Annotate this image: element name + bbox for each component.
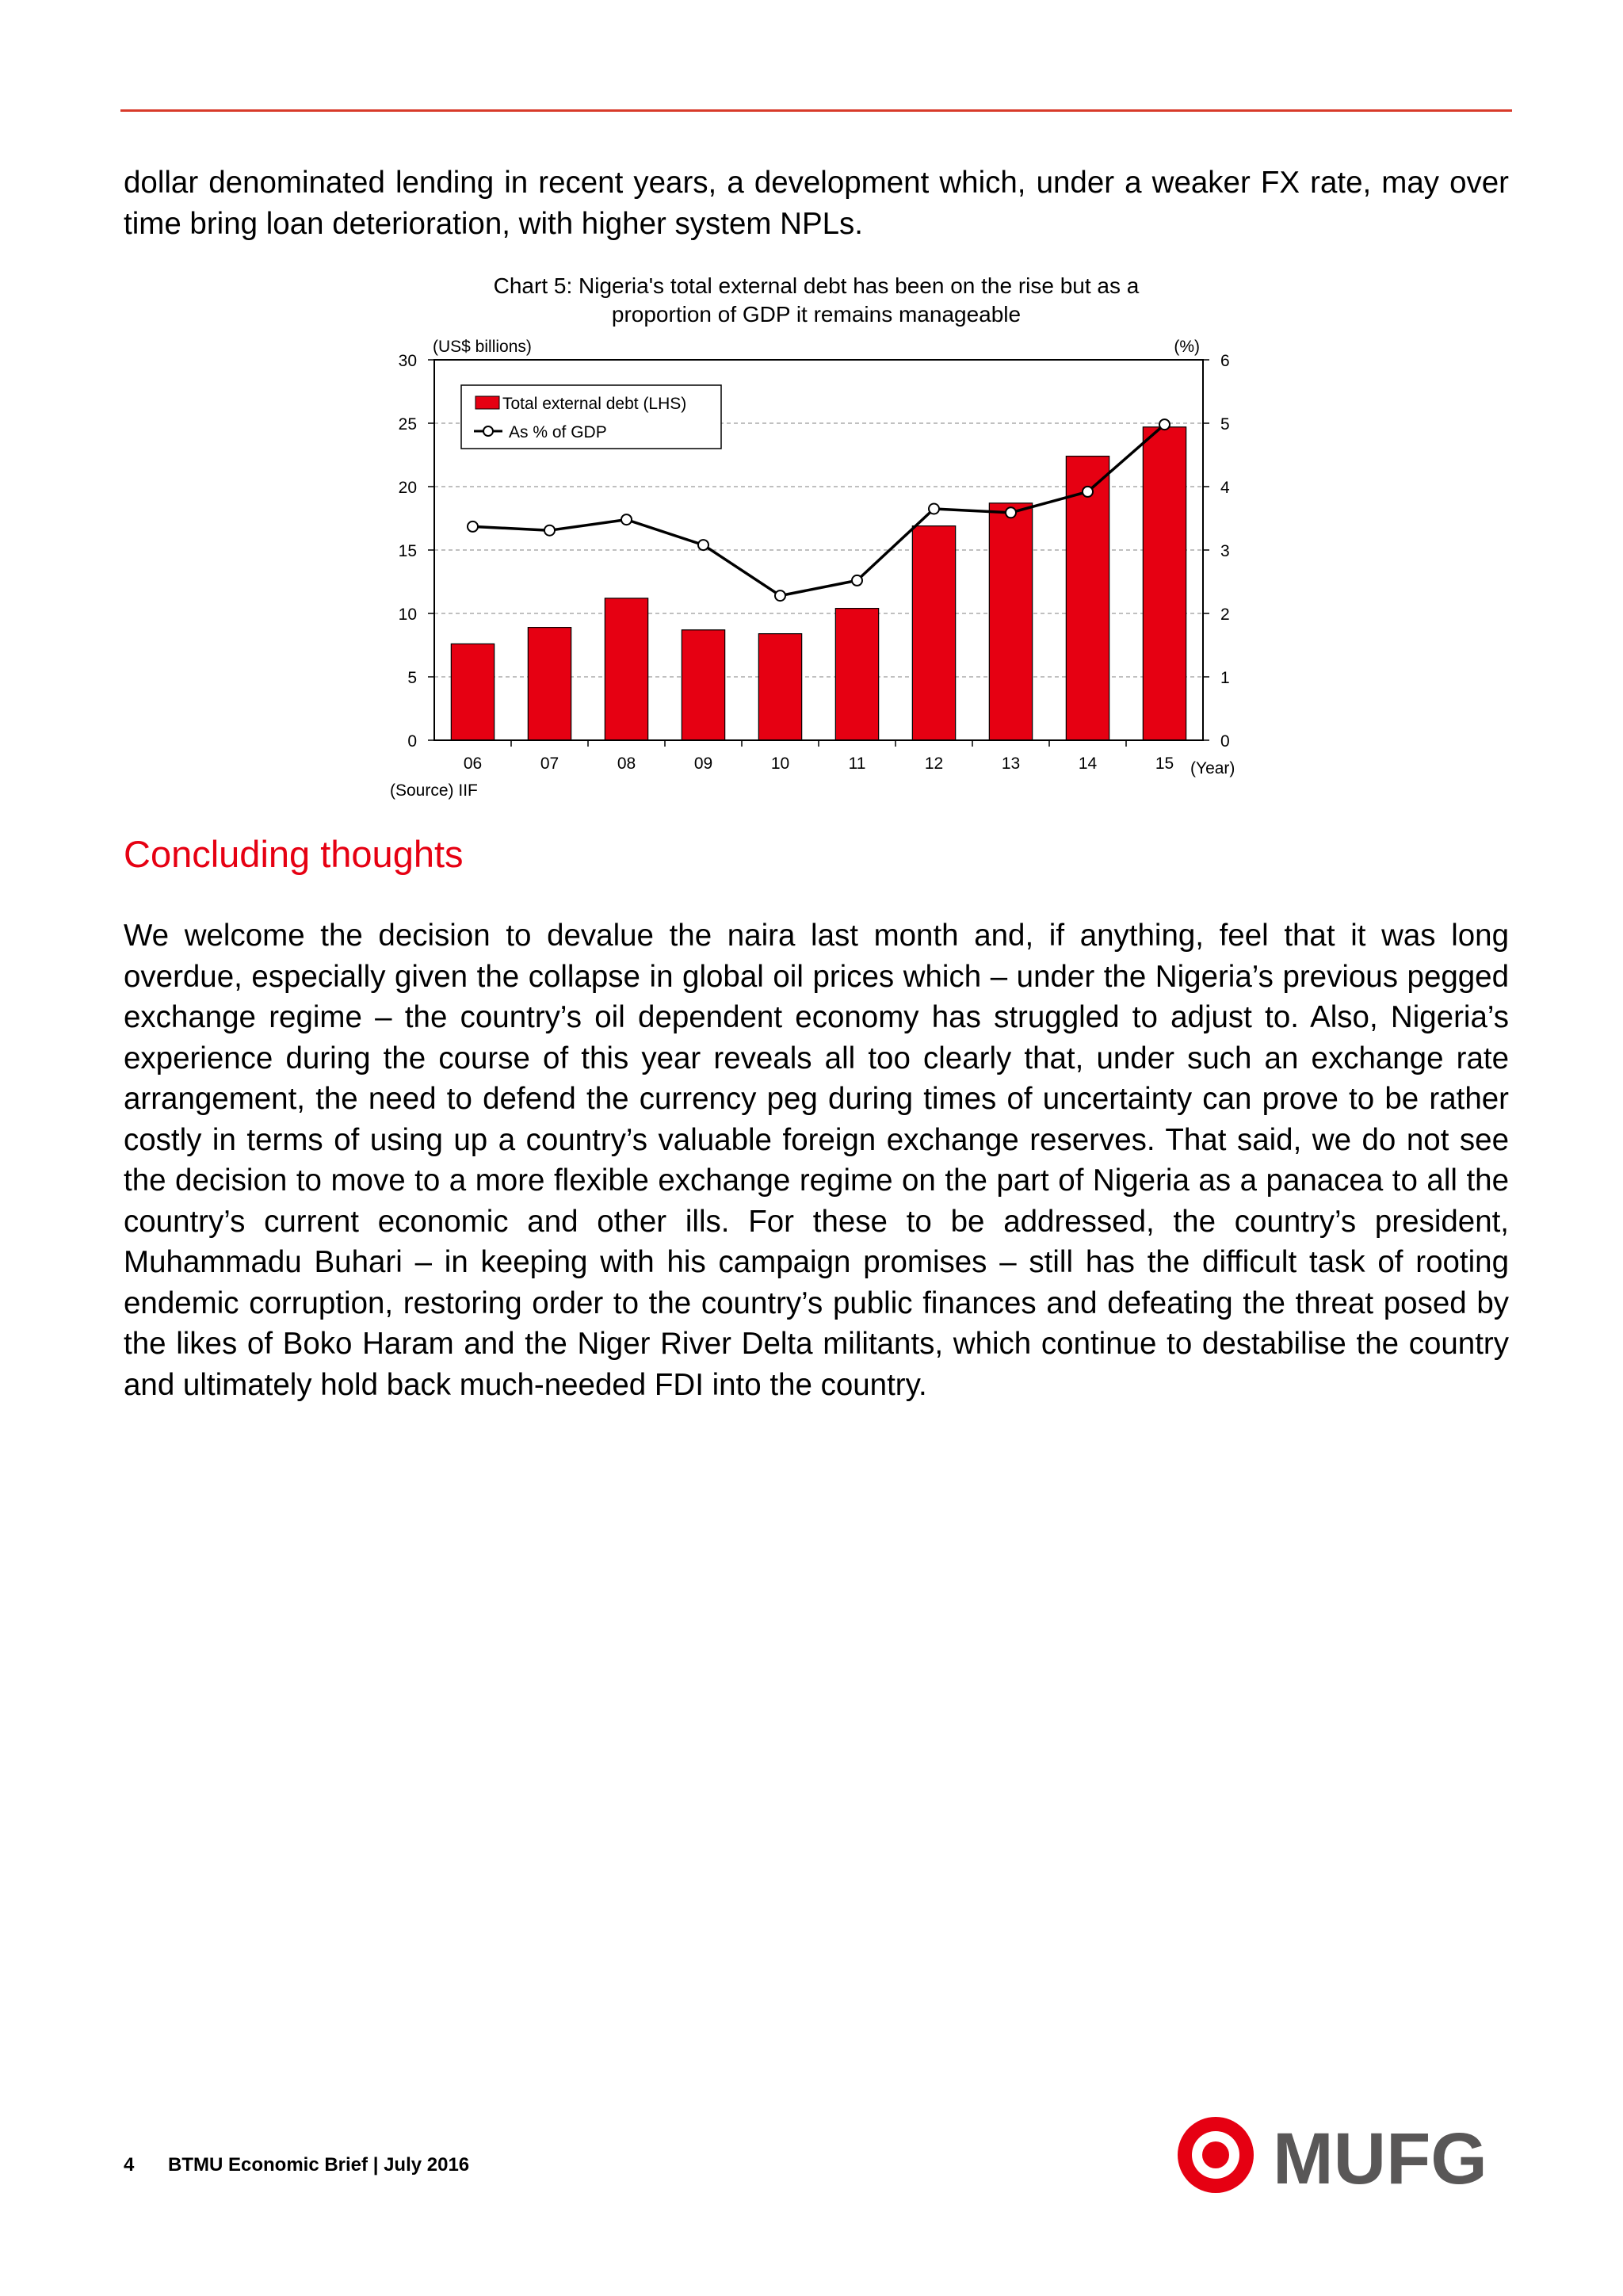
- gdp-point-14: [1083, 487, 1093, 497]
- gdp-point-07: [544, 525, 555, 536]
- chart-source: (Source) IIF: [390, 781, 478, 800]
- right-tick-label: 1: [1220, 669, 1230, 687]
- bar-11: [835, 609, 878, 740]
- left-axis-unit: (US$ billions): [433, 338, 532, 356]
- bar-10: [758, 634, 801, 740]
- left-tick-label: 10: [398, 606, 417, 624]
- intro-paragraph: dollar denominated lending in recent years, a development which, under a weaker FX rate, may over time bring loan deterioration, with higher system NPLs.: [124, 166, 1509, 241]
- x-axis-unit: (Year): [1190, 759, 1235, 777]
- chart-title-line1: Chart 5: Nigeria's total external debt has been on the rise but as a: [493, 273, 1140, 298]
- right-tick-label: 3: [1220, 542, 1230, 560]
- left-tick-label: 30: [398, 352, 417, 370]
- left-tick-label: 20: [398, 479, 417, 497]
- bar-07: [528, 628, 571, 740]
- legend-label-debt: Total external debt (LHS): [502, 395, 687, 413]
- gdp-point-09: [698, 540, 708, 550]
- gdp-point-10: [775, 590, 785, 601]
- body-paragraph: We welcome the decision to devalue the naira last month and, if anything, feel that it was long overdue, especially given the collapse in global oil prices which – under the Nigeria’s previous pegged exchange regime – the country’s oil dependent economy has struggled to adjust to. Also, Nigeria’s experience during the course of this year reveals all too clearly that, under such an exchange rate arrangement, the need to defend the currency peg during times of uncertainty can prove to be rather costly in terms of using up a country’s valuable foreign exchange reserves. That said, we do not see the decision to move to a more flexible exchange regime on the part of Nigeria as a panacea to all the country’s current economic and other ills. For these to be addressed, the country’s president, Muhammadu Buhari – in keeping with his campaign promises – still has the difficult task of rooting endemic corruption, restoring order to the country’s public finances and defeating the threat posed by the likes of Boko Haram and the Niger River Delta militants, which continue to destabilise the country and ultimately hold back much-needed FDI into the country.: [124, 919, 1509, 1402]
- left-tick-label: 25: [398, 415, 417, 434]
- gdp-point-11: [852, 575, 862, 586]
- logo-wordmark: MUFG: [1273, 2118, 1487, 2199]
- publication-name: BTMU Economic Brief | July 2016: [168, 2154, 470, 2176]
- right-tick-label: 2: [1220, 606, 1230, 624]
- gdp-share-line: [473, 425, 1165, 596]
- right-tick-label: 4: [1220, 479, 1230, 497]
- bar-06: [451, 644, 494, 740]
- legend-swatch-marker: [483, 426, 493, 436]
- section-heading: Concluding thoughts: [124, 833, 464, 875]
- right-tick-label: 6: [1220, 352, 1230, 370]
- x-tick-label: 13: [1001, 755, 1021, 773]
- x-tick-label: 12: [924, 755, 944, 773]
- external-debt-chart: [372, 269, 1260, 808]
- logo-ring-core: [1202, 2141, 1229, 2168]
- header-rule: [120, 109, 1512, 112]
- page-footer: [124, 2154, 469, 2176]
- right-axis-unit: (%): [1174, 338, 1200, 356]
- x-tick-label: 11: [848, 755, 866, 773]
- left-tick-label: 0: [407, 732, 417, 751]
- bar-15: [1143, 427, 1186, 740]
- right-tick-label: 5: [1220, 415, 1230, 434]
- left-tick-label: 5: [407, 669, 417, 687]
- x-tick-label: 15: [1155, 755, 1174, 773]
- x-tick-label: 14: [1078, 755, 1098, 773]
- bar-09: [682, 630, 724, 740]
- x-tick-label: 06: [463, 755, 483, 773]
- page-number: 4: [124, 2154, 135, 2176]
- gdp-point-06: [468, 521, 478, 532]
- bar-12: [912, 526, 955, 740]
- bar-13: [989, 503, 1032, 740]
- bar-14: [1066, 457, 1109, 740]
- chart-title-line2: proportion of GDP it remains manageable: [611, 302, 1022, 327]
- chart-legend: [461, 385, 721, 449]
- x-tick-label: 08: [617, 755, 636, 773]
- right-tick-label: 0: [1220, 732, 1230, 751]
- x-tick-label: 10: [770, 755, 790, 773]
- x-tick-label: 07: [540, 755, 559, 773]
- mufg-logo: [1167, 2112, 1515, 2199]
- x-tick-label: 09: [693, 755, 713, 773]
- gdp-point-12: [929, 504, 939, 514]
- left-tick-label: 15: [398, 542, 417, 560]
- gdp-point-15: [1159, 419, 1170, 430]
- gdp-point-08: [621, 514, 632, 525]
- gdp-point-13: [1006, 507, 1016, 518]
- legend-swatch-bar: [475, 396, 499, 409]
- bar-08: [605, 598, 647, 740]
- legend-label-gdp: As % of GDP: [509, 423, 607, 441]
